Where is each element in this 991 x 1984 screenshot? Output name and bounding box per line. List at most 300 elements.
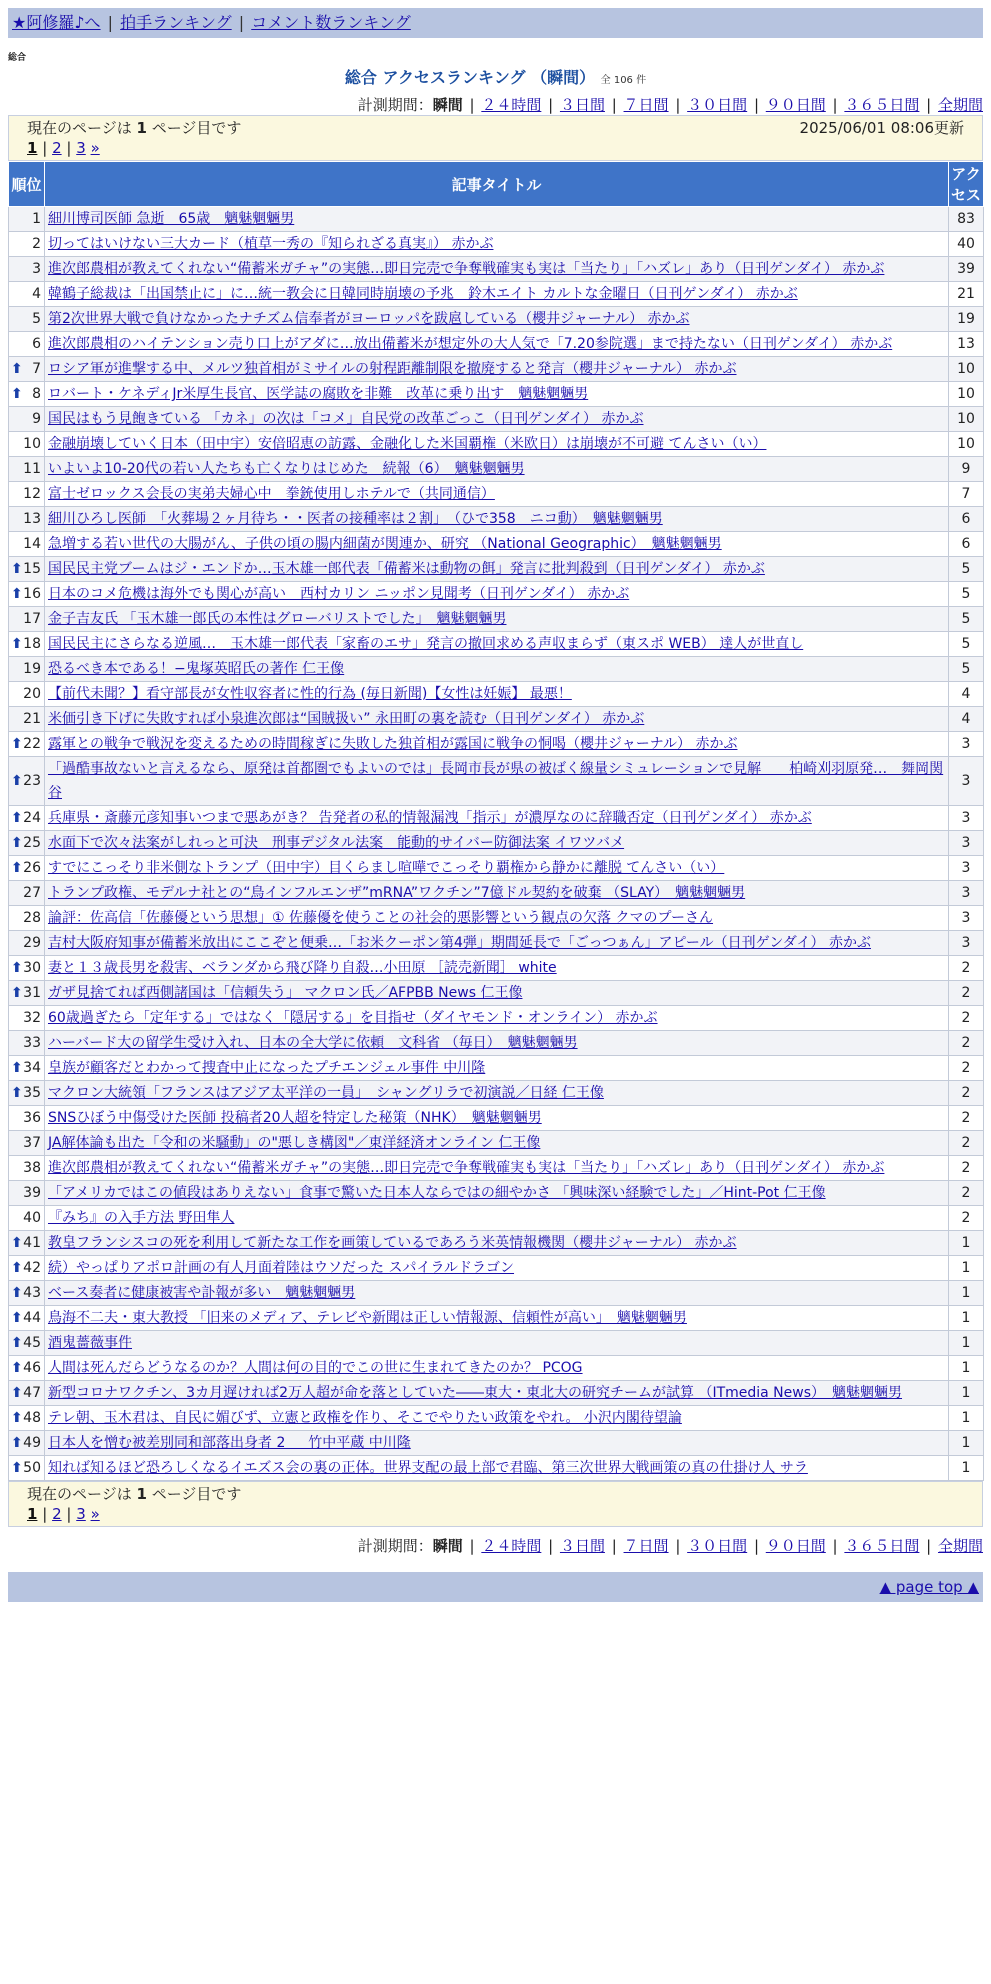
rank-cell [9, 657, 45, 682]
rank-cell [9, 1456, 45, 1481]
period-separator: | [749, 96, 764, 114]
rank-number: 25 [23, 835, 41, 851]
access-count: 3 [949, 831, 984, 856]
title-cell [45, 1306, 949, 1331]
footer-bar [8, 1572, 983, 1602]
rank-cell [9, 1081, 45, 1106]
title-cell [45, 1406, 949, 1431]
up-arrow-icon: ⬆ [11, 1285, 23, 1301]
table-row [9, 1156, 984, 1181]
article-link[interactable]: 米価引き下げに失敗すれば小泉進次郎は“国賊扱い” 永田町の裏を読む（日刊ゲンダイ） 赤かぶ [48, 711, 645, 727]
access-count: 1 [949, 1231, 984, 1256]
period-link[interactable]: 全期間 [937, 1537, 983, 1555]
up-arrow-icon: ⬆ [11, 860, 23, 876]
page-title: 総合 アクセスランキング （瞬間） [344, 68, 596, 87]
rank-number: 6 [32, 336, 41, 352]
table-row [9, 257, 984, 282]
article-link[interactable]: いよいよ10-20代の若い人たちも亡くなりはじめた 続報（6） 魑魅魍魎男 [48, 461, 525, 477]
table-row [9, 1381, 984, 1406]
up-arrow-icon: ⬆ [11, 1260, 23, 1276]
article-link[interactable]: 細川博司医師 急逝 65歳 魑魅魍魎男 [48, 211, 295, 227]
up-arrow-icon: ⬆ [11, 1460, 23, 1476]
table-row [9, 1331, 984, 1356]
period-current: 瞬間 [432, 96, 463, 114]
article-link[interactable]: 日本のコメ危機は海外でも関心が高い 西村カリン ニッポン見聞考（日刊ゲンダイ） 赤かぶ [48, 586, 630, 602]
access-count: 2 [949, 1031, 984, 1056]
article-link[interactable]: ガザ見捨てれば西側諸国は「信頼失う」 マクロン氏／AFPBB News 仁王像 [48, 985, 523, 1001]
rank-cell [9, 707, 45, 732]
period-separator: | [543, 1537, 558, 1555]
rank-cell [9, 307, 45, 332]
rank-number: 37 [23, 1135, 41, 1151]
title-cell [45, 1231, 949, 1256]
up-arrow-icon: ⬆ [11, 1385, 23, 1401]
article-link[interactable]: 富士ゼロックス会長の実弟夫婦心中 拳銃使用しホテルで（共同通信） [48, 486, 495, 502]
pager-separator: | [42, 139, 48, 157]
rank-cell [9, 1306, 45, 1331]
rank-cell [9, 1131, 45, 1156]
article-link[interactable]: 60歳過ぎたら「定年する」ではなく「隠居する」を目指せ（ダイヤモンド・オンライン） 赤かぶ [48, 1010, 658, 1026]
period-separator: | [606, 1537, 622, 1555]
rank-cell [9, 382, 45, 407]
rank-cell [9, 257, 45, 282]
table-row [9, 906, 984, 931]
page-info-panel-top [8, 115, 983, 161]
rank-number: 40 [23, 1210, 41, 1226]
rank-number: 19 [23, 661, 41, 677]
table-row [9, 1181, 984, 1206]
article-link[interactable]: 【前代未聞？】看守部長が女性収容者に性的行為 (毎日新聞)【女性は妊娠】 最悪！ [48, 686, 572, 702]
rank-number: 23 [23, 773, 41, 789]
rank-number: 32 [23, 1010, 41, 1026]
table-row [9, 981, 984, 1006]
rank-cell [9, 1231, 45, 1256]
rank-cell [9, 1356, 45, 1381]
title-cell [45, 856, 949, 881]
access-count: 1 [949, 1331, 984, 1356]
pager [27, 138, 964, 158]
rank-cell [9, 532, 45, 557]
table-row [9, 1281, 984, 1306]
clap-ranking-link[interactable]: 拍手ランキング [120, 13, 232, 32]
access-count: 3 [949, 906, 984, 931]
rank-number: 1 [32, 211, 41, 227]
access-count: 5 [949, 582, 984, 607]
table-row [9, 1306, 984, 1331]
article-link[interactable]: 「アメリカではこの値段はありえない」食事で驚いた日本人ならではの細やかさ 「興味深い経験でした」／Hint-Pot 仁王像 [48, 1185, 826, 1201]
up-arrow-icon: ⬆ [11, 773, 23, 789]
rank-cell [9, 831, 45, 856]
article-link[interactable]: 「過酷事故ないと言えるなら、原発は首都圏でもよいのでは」長岡市長が県の被ばく線量シミュレーションで見解 柏崎刈羽原発… 舞岡関谷 [48, 761, 944, 801]
article-link[interactable]: 鳥海不二夫・東大教授 「旧来のメディア、テレビや新聞は正しい情報源、信頼性が高い」 魑魅魍魎男 [48, 1310, 687, 1326]
article-link[interactable]: すでにこっそり非米側なトランプ（田中宇）目くらまし喧嘩でこっそり覇権から静かに離脱 てんさい（い） [48, 860, 725, 876]
rank-number: 28 [23, 910, 41, 926]
pager-next-link[interactable]: » [90, 1505, 100, 1523]
title-cell [45, 332, 949, 357]
rank-cell [9, 981, 45, 1006]
article-link[interactable]: 妻と１３歳長男を殺害、ベランダから飛び降り自殺…小田原 ［読売新聞］ white [48, 960, 557, 976]
access-count: 4 [949, 707, 984, 732]
article-link[interactable]: JA解体論も出た「令和の米騒動」の"悪しき構図"／東洋経済オンライン 仁王像 [48, 1135, 541, 1151]
article-link[interactable]: 恐るべき本である！−鬼塚英昭氏の著作 仁王像 [48, 661, 345, 677]
period-current: 瞬間 [432, 1537, 463, 1555]
rank-cell [9, 906, 45, 931]
table-row [9, 1006, 984, 1031]
title-cell [45, 732, 949, 757]
total-count: 全 106 件 [600, 75, 647, 86]
period-link[interactable]: ３日間 [559, 96, 605, 114]
pager-separator: | [66, 139, 72, 157]
comment-ranking-link[interactable]: コメント数ランキング [251, 13, 411, 32]
title-cell [45, 657, 949, 682]
pager-separator: | [66, 1505, 72, 1523]
title-cell [45, 956, 949, 981]
title-cell [45, 1156, 949, 1181]
period-separator: | [921, 1537, 936, 1555]
rank-number: 15 [23, 561, 41, 577]
article-link[interactable]: 急増する若い世代の大腸がん、子供の頃の腸内細菌が関連か、研究 （National Geographic） 魑魅魍魎男 [48, 536, 722, 552]
rank-cell [9, 407, 45, 432]
rank-cell [9, 582, 45, 607]
article-link[interactable]: ロシア軍が進撃する中、メルツ独首相がミサイルの射程距離制限を撤廃すると発言（櫻井ジャーナル） 赤かぶ [48, 361, 737, 377]
period-selector-bottom [8, 1535, 983, 1556]
access-count: 2 [949, 1081, 984, 1106]
article-link[interactable]: 金融崩壊していく日本（田中宇）安倍昭恵の訪露、金融化した米国覇権（米欧日）は崩壊が不可避 てんさい（い） [48, 436, 767, 452]
period-link[interactable]: 全期間 [937, 96, 983, 114]
article-link[interactable]: 知れば知るほど恐ろしくなるイエズス会の裏の正体。世界支配の最上部で君臨、第三次世界大戦画策の真の仕掛け人 サラ [48, 1460, 808, 1476]
period-separator: | [464, 96, 480, 114]
title-cell [45, 357, 949, 382]
up-arrow-icon: ⬆ [11, 1410, 23, 1426]
rank-header: 順位 [9, 162, 45, 207]
table-row [9, 1431, 984, 1456]
title-cell [45, 582, 949, 607]
table-row [9, 831, 984, 856]
rank-number: 30 [23, 960, 41, 976]
article-link[interactable]: 新型コロナワクチン、3カ月遅ければ2万人超が命を落としていた――東大・東北大の研究チームが試算 （ITmedia News） 魑魅魍魎男 [48, 1385, 903, 1401]
rank-cell [9, 1156, 45, 1181]
access-count: 6 [949, 532, 984, 557]
rank-number: 26 [23, 860, 41, 876]
period-link[interactable]: ２４時間 [481, 1537, 542, 1555]
rank-cell [9, 1006, 45, 1031]
rank-number: 33 [23, 1035, 41, 1051]
table-row [9, 1081, 984, 1106]
rank-number: 10 [23, 436, 41, 452]
pager-link-3[interactable]: 3 [76, 139, 86, 157]
access-count: 13 [949, 332, 984, 357]
access-count: 5 [949, 557, 984, 582]
up-arrow-icon: ⬆ [11, 1335, 23, 1351]
title-cell [45, 707, 949, 732]
rank-cell [9, 881, 45, 906]
title-cell [45, 282, 949, 307]
article-link[interactable]: 論評：佐高信「佐藤優という思想」① 佐藤優を使うことの社会的悪影響という観点の欠落 クマのプーさん [48, 910, 714, 926]
title-cell [45, 1431, 949, 1456]
pager-link-1[interactable]: 1 [27, 1505, 38, 1523]
rank-cell [9, 732, 45, 757]
access-count: 10 [949, 432, 984, 457]
period-separator: | [827, 1537, 843, 1555]
period-link[interactable]: ７日間 [623, 1537, 669, 1555]
article-link[interactable]: 第2次世界大戦で負けなかったナチズム信奉者がヨーロッパを跋扈している（櫻井ジャーナル） 赤かぶ [48, 311, 690, 327]
up-arrow-icon: ⬆ [11, 561, 23, 577]
rank-cell [9, 856, 45, 881]
rank-number: 27 [23, 885, 41, 901]
article-link[interactable]: 人間は死んだらどうなるのか？人間は何の目的でこの世に生まれてきたのか？ PCOG [48, 1360, 583, 1376]
article-link[interactable]: 国民民主にさらなる逆風… 玉木雄一郎代表「家畜のエサ」発言の撤回求める声収まらず（東スポ WEB） 達人が世直し [48, 636, 804, 652]
current-page-text: 現在のページは 1 ページ目です [27, 1485, 242, 1503]
rank-number: 17 [23, 611, 41, 627]
up-arrow-icon: ⬆ [11, 361, 23, 377]
rank-number: 46 [23, 1360, 41, 1376]
article-link[interactable]: 韓鶴子総裁は「出国禁止に」に…統一教会に日韓同時崩壊の予兆 鈴木エイト カルトな金曜日（日刊ゲンダイ） 赤かぶ [48, 286, 798, 302]
title-cell [45, 981, 949, 1006]
title-cell [45, 906, 949, 931]
title-cell [45, 1381, 949, 1406]
pager-link-2[interactable]: 2 [52, 1505, 62, 1523]
period-link[interactable]: ３０日間 [687, 1537, 748, 1555]
article-link[interactable]: 吉村大阪府知事が備蓄米放出にここぞと便乗…「お米クーポン第4弾」期間延長で「ごっつぁん」アピール（日刊ゲンダイ） 赤かぶ [48, 935, 871, 951]
table-row [9, 432, 984, 457]
table-row [9, 332, 984, 357]
article-link[interactable]: トランプ政権、モデルナ社との“鳥インフルエンザ”mRNA”ワクチン”7億ドル契約を破棄 （SLAY） 魑魅魍魎男 [48, 885, 746, 901]
period-separator: | [921, 96, 936, 114]
access-count: 9 [949, 457, 984, 482]
title-cell [45, 831, 949, 856]
table-row [9, 382, 984, 407]
table-row [9, 207, 984, 232]
title-cell [45, 931, 949, 956]
article-link[interactable]: 進次郎農相が教えてくれない“備蓄米ガチャ”の実態…即日完売で争奪戦確実も実は「当たり」「ハズレ」あり（日刊ゲンダイ） 赤かぶ [48, 261, 885, 277]
rank-cell [9, 1281, 45, 1306]
title-cell [45, 507, 949, 532]
rank-number: 34 [23, 1060, 41, 1076]
home-link[interactable]: ★阿修羅♪へ [12, 13, 101, 32]
access-count: 3 [949, 931, 984, 956]
article-link[interactable]: 続）やっぱりアポロ計画の有人月面着陸はウソだった スパイラルドラゴン [48, 1260, 515, 1276]
period-link[interactable]: ９０日間 [765, 1537, 826, 1555]
rank-number: 47 [23, 1385, 41, 1401]
rank-number: 42 [23, 1260, 41, 1276]
access-count: 3 [949, 806, 984, 831]
access-count: 39 [949, 257, 984, 282]
period-separator: | [670, 1537, 686, 1555]
rank-cell [9, 1406, 45, 1431]
table-row [9, 1031, 984, 1056]
table-row [9, 1406, 984, 1431]
article-link[interactable]: テレ朝、玉木君は、自民に媚びず、立憲と政権を作り、そこでやりたい政策をやれ。 小沢内閣待望論 [48, 1410, 682, 1426]
table-row [9, 682, 984, 707]
table-row [9, 1106, 984, 1131]
pager-link-3[interactable]: 3 [76, 1505, 86, 1523]
article-link[interactable]: 金子吉友氏 「玉木雄一郎氏の本性はグローバリストでした」 魑魅魍魎男 [48, 611, 507, 627]
top-nav [8, 8, 983, 38]
up-arrow-icon: ⬆ [11, 586, 23, 602]
table-row [9, 482, 984, 507]
article-link[interactable]: マクロン大統領「フランスはアジア太平洋の一員」 シャングリラで初演説／日経 仁王像 [48, 1085, 604, 1101]
pager [27, 1504, 964, 1524]
table-row [9, 1131, 984, 1156]
period-link[interactable]: ２４時間 [481, 96, 542, 114]
article-link[interactable]: ロバート・ケネディJr米厚生長官、医学誌の腐敗を非難 改革に乗り出す 魑魅魍魎男 [48, 386, 589, 402]
updated-timestamp: 2025/06/01 08:06更新 [799, 119, 964, 137]
rank-number: 24 [23, 810, 41, 826]
title-cell [45, 1256, 949, 1281]
access-count: 5 [949, 657, 984, 682]
article-link[interactable]: 国民民主党ブームはジ・エンドか…玉木雄一郎代表「備蓄米は動物の餌」発言に批判殺到（日刊ゲンダイ） 赤かぶ [48, 561, 765, 577]
access-count: 1 [949, 1456, 984, 1481]
table-row [9, 1231, 984, 1256]
period-link[interactable]: ３日間 [559, 1537, 605, 1555]
title-cell [45, 1206, 949, 1231]
table-row [9, 557, 984, 582]
page-title-row [0, 65, 991, 88]
up-arrow-icon: ⬆ [11, 835, 23, 851]
period-link[interactable]: ３０日間 [687, 96, 748, 114]
rank-number: 36 [23, 1110, 41, 1126]
up-arrow-icon: ⬆ [11, 386, 23, 402]
rank-cell [9, 332, 45, 357]
article-link[interactable]: ベース奏者に健康被害や訃報が多い 魑魅魍魎男 [48, 1285, 356, 1301]
access-count: 2 [949, 981, 984, 1006]
period-link[interactable]: ３６５日間 [844, 96, 920, 114]
table-row [9, 806, 984, 831]
title-cell [45, 1131, 949, 1156]
access-count: 3 [949, 757, 984, 806]
title-cell [45, 307, 949, 332]
rank-number: 5 [32, 311, 41, 327]
title-cell [45, 1331, 949, 1356]
rank-cell [9, 1031, 45, 1056]
pager-link-1[interactable]: 1 [27, 139, 38, 157]
up-arrow-icon: ⬆ [11, 636, 23, 652]
table-row [9, 307, 984, 332]
table-row [9, 881, 984, 906]
article-link[interactable]: 皇族が顧客だとわかって捜査中止になったプチエンジェル事件 中川隆 [48, 1060, 486, 1076]
title-cell [45, 632, 949, 657]
article-link[interactable]: 酒鬼薔薇事件 [48, 1335, 132, 1351]
access-count: 2 [949, 956, 984, 981]
article-link[interactable]: 日本人を憎む被差別同和部落出身者 2 ＿ 竹中平蔵 中川隆 [48, 1435, 411, 1451]
period-link[interactable]: ９０日間 [765, 96, 826, 114]
rank-cell [9, 632, 45, 657]
table-row [9, 757, 984, 806]
table-row [9, 607, 984, 632]
period-separator: | [749, 1537, 764, 1555]
rank-number: 13 [23, 511, 41, 527]
rank-number: 12 [23, 486, 41, 502]
rank-cell [9, 1256, 45, 1281]
table-row [9, 407, 984, 432]
rank-cell [9, 1206, 45, 1231]
article-link[interactable]: 進次郎農相のハイテンション売り口上がアダに…放出備蓄米が想定外の大人気で「7.20参院選」まで持たない（日刊ゲンダイ） 赤かぶ [48, 336, 893, 352]
page-top-link[interactable]: ▲ page top ▲ [879, 1578, 979, 1596]
access-header: アクセス [949, 162, 984, 207]
rank-cell [9, 1106, 45, 1131]
title-cell [45, 806, 949, 831]
table-row [9, 507, 984, 532]
period-separator: | [543, 96, 558, 114]
title-cell [45, 1031, 949, 1056]
pager-next-link[interactable]: » [90, 139, 100, 157]
table-row [9, 582, 984, 607]
rank-number: 43 [23, 1285, 41, 1301]
table-row [9, 707, 984, 732]
up-arrow-icon: ⬆ [11, 736, 23, 752]
title-cell [45, 1456, 949, 1481]
article-link[interactable]: ハーバード大の留学生受け入れ、日本の全大学に依頼 文科省 （毎日） 魑魅魍魎男 [48, 1035, 578, 1051]
access-count: 7 [949, 482, 984, 507]
rank-cell [9, 432, 45, 457]
rank-number: 45 [23, 1335, 41, 1351]
period-label: 計測期間： [357, 96, 433, 114]
title-cell [45, 682, 949, 707]
access-count: 1 [949, 1381, 984, 1406]
table-row [9, 232, 984, 257]
access-count: 19 [949, 307, 984, 332]
access-count: 10 [949, 357, 984, 382]
period-selector-top [8, 94, 983, 115]
access-count: 1 [949, 1281, 984, 1306]
rank-cell [9, 1056, 45, 1081]
article-link[interactable]: 切ってはいけない三大カード（植草一秀の『知られざる真実』） 赤かぶ [48, 236, 494, 252]
rank-cell [9, 1181, 45, 1206]
article-link[interactable]: 進次郎農相が教えてくれない“備蓄米ガチャ”の実態…即日完売で争奪戦確実も実は「当たり」「ハズレ」あり（日刊ゲンダイ） 赤かぶ [48, 1160, 885, 1176]
up-arrow-icon: ⬆ [11, 1310, 23, 1326]
article-link[interactable]: 露軍との戦争で戦況を変えるための時間稼ぎに失敗した独首相が露国に戦争の恫喝（櫻井ジャーナル） 赤かぶ [48, 736, 738, 752]
ranking-table [8, 161, 984, 1481]
article-link[interactable]: 細川ひろし医師 「火葬場２ヶ月待ち・・医者の接種率は２割」 （ひで358 ニコ動） 魑魅魍魎男 [48, 511, 663, 527]
title-cell [45, 1356, 949, 1381]
period-link[interactable]: ７日間 [623, 96, 669, 114]
article-link[interactable]: 兵庫県・斎藤元彦知事いつまで悪あがき？ 告発者の私的情報漏洩「指示」が濃厚なのに辞職否定（日刊ゲンダイ） 赤かぶ [48, 810, 812, 826]
article-link[interactable]: SNSひぼう中傷受けた医師 投稿者20人超を特定した秘策（NHK） 魑魅魍魎男 [48, 1110, 542, 1126]
article-link[interactable]: 教皇フランシスコの死を利用して新たな工作を画策しているであろう米英情報機関（櫻井ジャーナル） 赤かぶ [48, 1235, 737, 1251]
ranking-rows [9, 207, 984, 1481]
rank-number: 48 [23, 1410, 41, 1426]
period-link[interactable]: ３６５日間 [844, 1537, 920, 1555]
rank-number: 16 [23, 586, 41, 602]
title-cell [45, 232, 949, 257]
article-link[interactable]: 『みち』の入手方法 野田隼人 [48, 1210, 235, 1226]
period-separator: | [606, 96, 622, 114]
rank-number: 41 [23, 1235, 41, 1251]
title-cell [45, 757, 949, 806]
access-count: 2 [949, 1106, 984, 1131]
access-count: 10 [949, 407, 984, 432]
nav-separator: | [107, 13, 119, 32]
article-link[interactable]: 水面下で次々法案がしれっと可決 刑事デジタル法案 能動的サイバー防御法案 イワツバメ [48, 835, 625, 851]
rank-cell [9, 931, 45, 956]
rank-cell [9, 757, 45, 806]
rank-number: 2 [32, 236, 41, 252]
table-row [9, 1456, 984, 1481]
title-cell [45, 1006, 949, 1031]
table-row [9, 732, 984, 757]
rank-number: 22 [23, 736, 41, 752]
up-arrow-icon: ⬆ [11, 1435, 23, 1451]
access-count: 5 [949, 607, 984, 632]
access-count: 2 [949, 1131, 984, 1156]
period-separator: | [827, 96, 843, 114]
pager-link-2[interactable]: 2 [52, 139, 62, 157]
title-cell [45, 482, 949, 507]
article-link[interactable]: 国民はもう見飽きている 「カネ」の次は「コメ」自民党の改革ごっこ（日刊ゲンダイ） 赤かぶ [48, 411, 644, 427]
title-cell [45, 1181, 949, 1206]
rank-number: 4 [32, 286, 41, 302]
rank-number: 50 [23, 1460, 41, 1476]
